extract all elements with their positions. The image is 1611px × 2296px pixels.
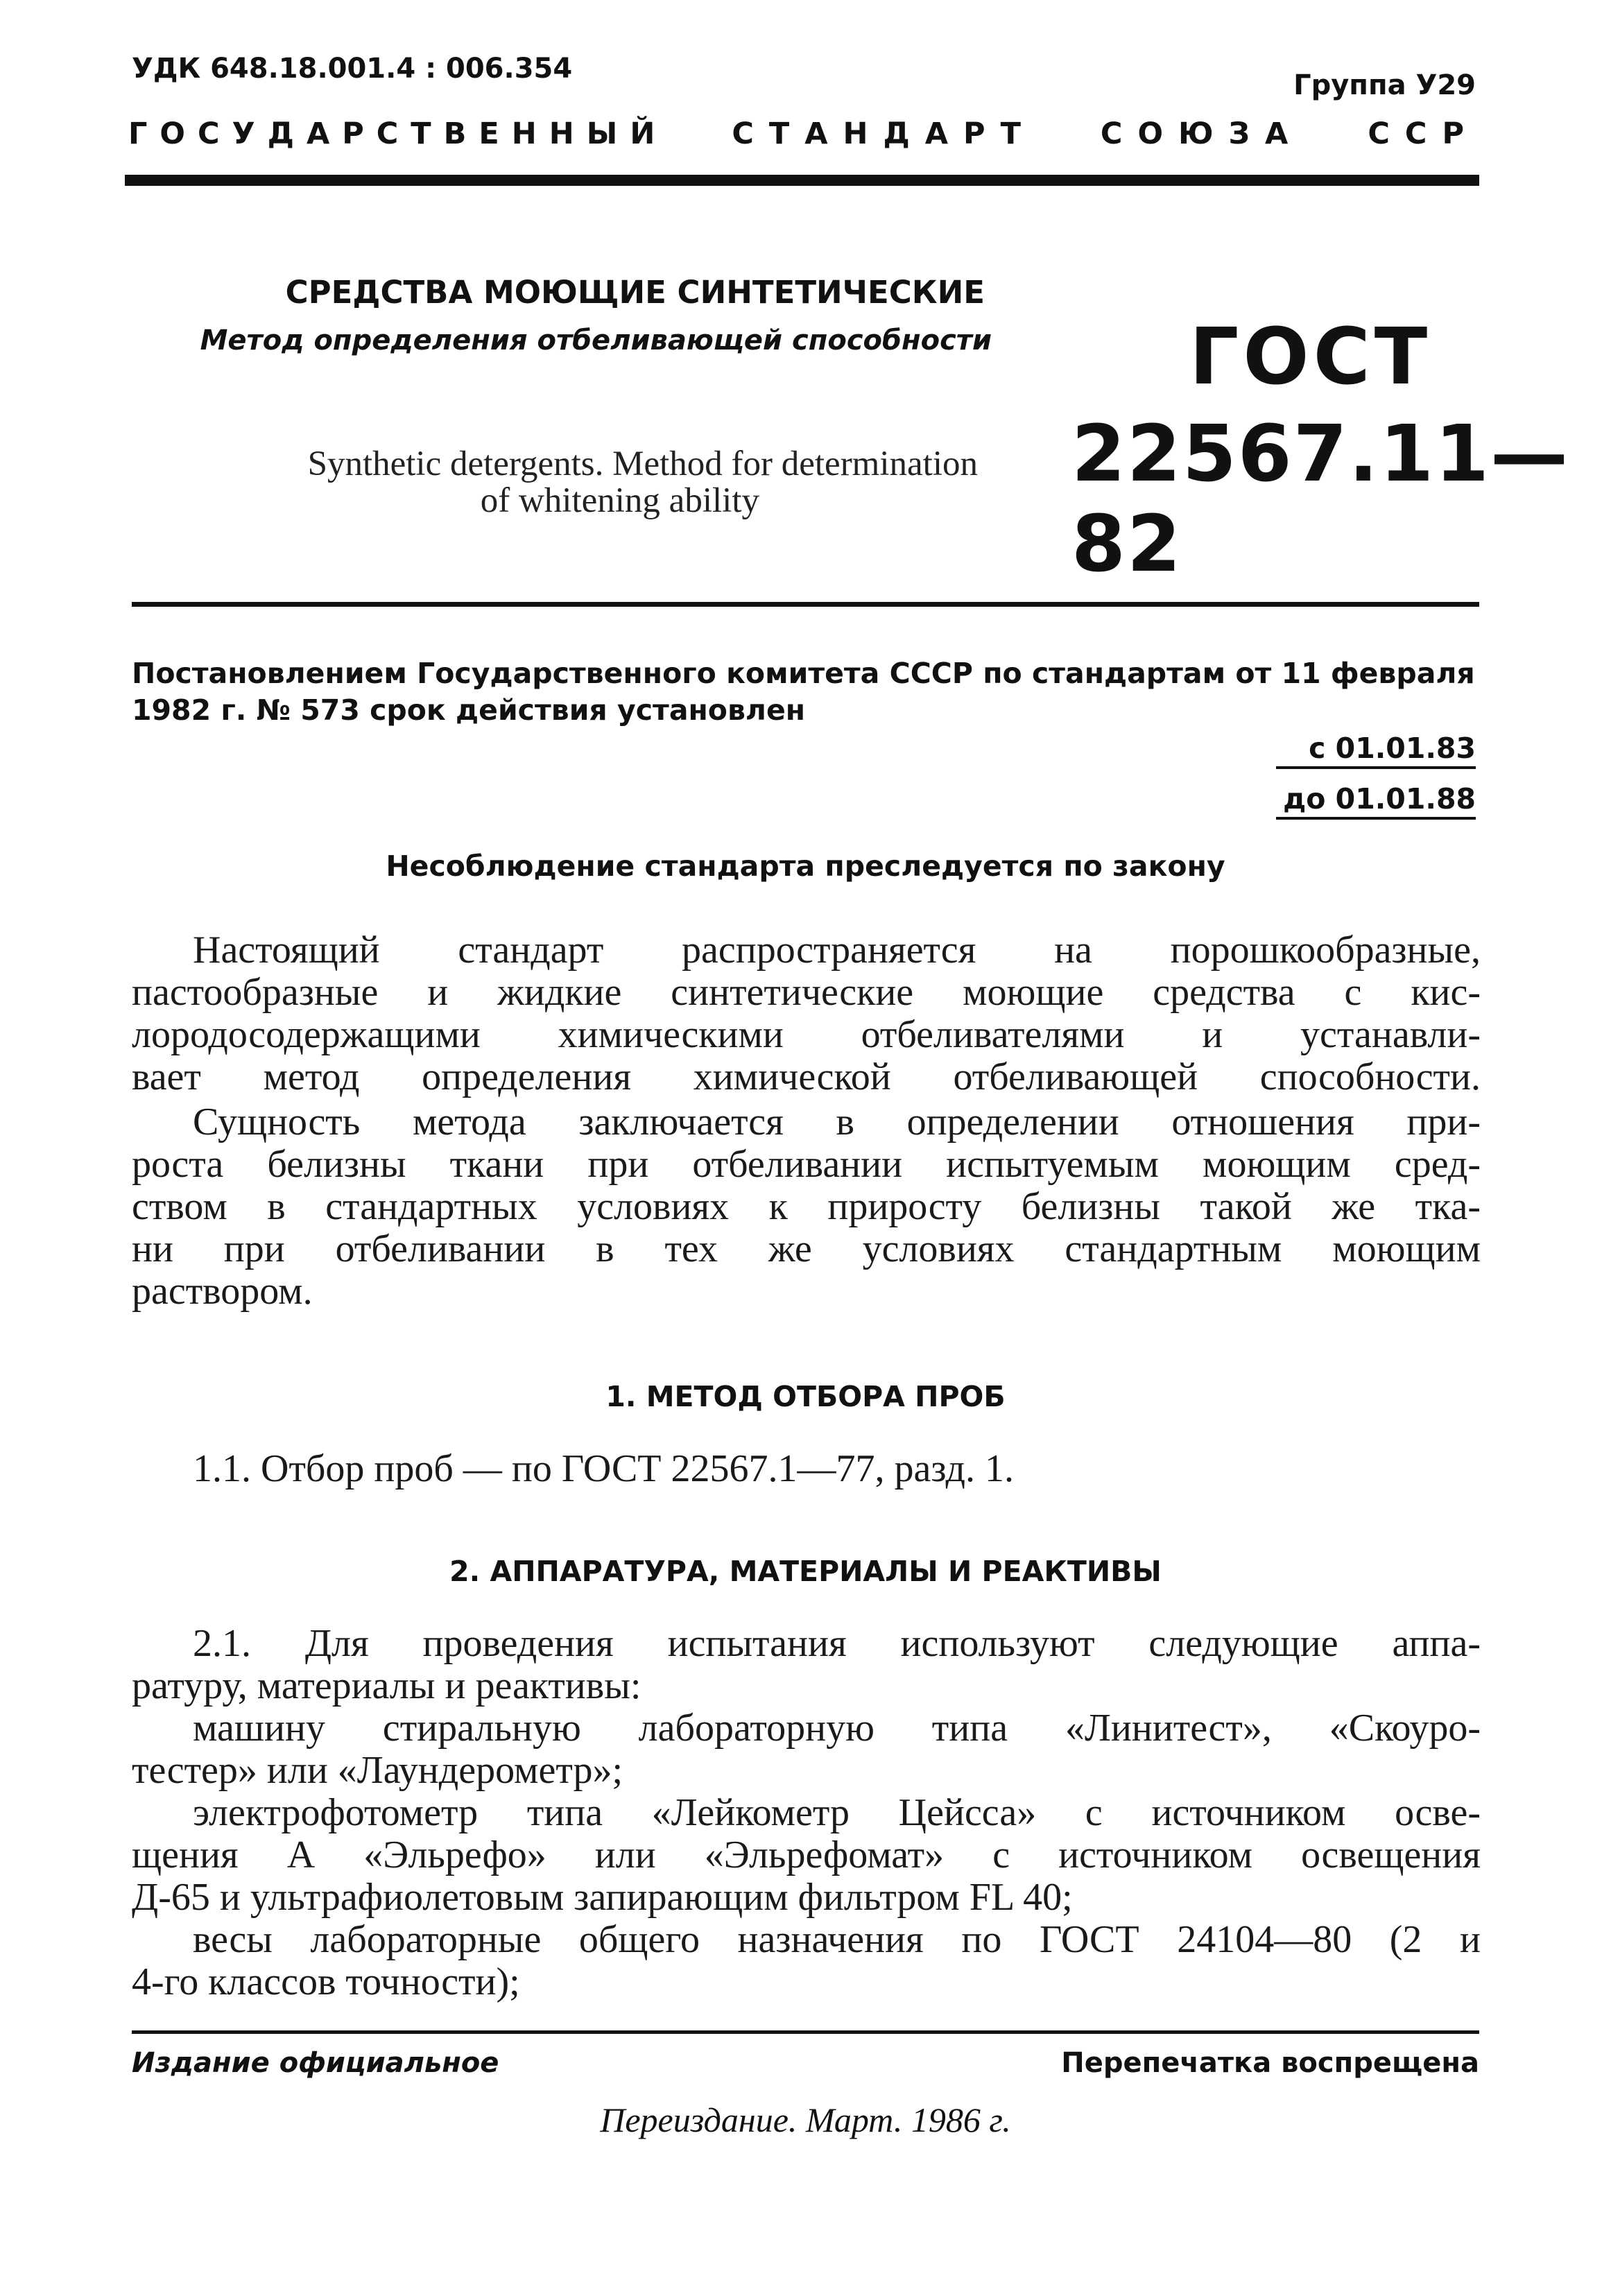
text-line: щения А «Эльрефо» или «Эльрефомат» с источником освещения [132, 1833, 1481, 1876]
edition-official: Издание официальное [132, 2047, 499, 2079]
text-line: весы лабораторные общего назначения по ГОСТ 24104—80 (2 и [193, 1918, 1481, 1961]
gost-number: 22567.11—82 [1071, 409, 1570, 589]
standard-banner [128, 116, 1479, 151]
intro-paragraph-1 [132, 929, 1481, 1098]
text-line: 1.1. Отбор проб — по ГОСТ 22567.1—77, разд. 1. [193, 1447, 1014, 1490]
text-line: 4-го классов точности); [132, 1960, 520, 2003]
text-line: машину стиральную лабораторную типа «Линитест», «Скоуро- [193, 1707, 1481, 1750]
section-2-body [132, 1623, 1481, 2003]
footer-divider [132, 2030, 1479, 2034]
valid-from-underline [1276, 766, 1476, 769]
text-line: ратуру, материалы и реактивы: [132, 1664, 641, 1707]
text-line: Настоящий стандарт распространяется на порошкообразные, [193, 929, 1481, 972]
section-2-heading: 2. АППАРАТУРА, МАТЕРИАЛЫ И РЕАКТИВЫ [449, 1555, 1162, 1588]
valid-from: с 01.01.83 [1309, 732, 1476, 765]
decree-line2: 1982 г. № 573 срок действия установлен [132, 693, 806, 727]
text-line: Сущность метода заключается в определении отношения при- [193, 1100, 1481, 1143]
valid-to-underline [1276, 817, 1476, 820]
group-code: Группа У29 [1293, 69, 1476, 101]
section-1-item [132, 1448, 1481, 1490]
title-en-line1: Synthetic detergents. Method for determination [307, 444, 978, 483]
header-divider [125, 175, 1479, 186]
legal-notice: Несоблюдение стандарта преследуется по закону [386, 849, 1225, 883]
banner-word: ССР [1368, 116, 1479, 151]
section-1-heading: 1. МЕТОД ОТБОРА ПРОБ [605, 1380, 1006, 1413]
text-line: вает метод определения химической отбеливающей способности. [132, 1055, 1481, 1098]
text-line: Д-65 и ультрафиолетовым запирающим фильтром FL 40; [132, 1876, 1073, 1919]
intro-paragraph-2 [132, 1101, 1481, 1313]
title-ru: СРЕДСТВА МОЮЩИЕ СИНТЕТИЧЕСКИЕ [285, 274, 985, 311]
text-line: раствором. [132, 1270, 313, 1313]
reprint-forbidden: Перепечатка воспрещена [1061, 2047, 1479, 2079]
text-line: тестер» или «Лаундерометр»; [132, 1749, 623, 1792]
title-divider [132, 602, 1479, 607]
text-line: электрофотометр типа «Лейкометр Цейсса» с источником осве- [193, 1791, 1481, 1834]
text-line: роста белизны ткани при отбеливании испытуемым моющим сред- [132, 1143, 1481, 1186]
text-line: ни при отбеливании в тех же условиях стандартным моющим [132, 1227, 1481, 1270]
banner-word: СОЮЗА [1100, 116, 1304, 151]
reissue-note: Переиздание. Март. 1986 г. [600, 2100, 1011, 2139]
udk-code: УДК 648.18.001.4 : 006.354 [132, 53, 573, 85]
gost-label: ГОСТ [1189, 312, 1432, 402]
text-line: ством в стандартных условиях к приросту белизны такой же тка- [132, 1185, 1481, 1228]
title-en-line2: of whitening ability [480, 481, 759, 520]
text-line: 2.1. Для проведения испытания используют следующие аппа- [193, 1622, 1481, 1665]
banner-word: ГОСУДАРСТВЕННЫЙ [128, 116, 668, 151]
valid-to: до 01.01.88 [1283, 782, 1476, 815]
decree-line1: Постановлением Государственного комитета СССР по стандартам от 11 февраля [132, 657, 1475, 690]
text-line: лородосодержащими химическими отбеливателями и устанавли- [132, 1013, 1481, 1056]
text-line: пастообразные и жидкие синтетические моющие средства с кис- [132, 971, 1481, 1014]
banner-word: СТАНДАРТ [732, 116, 1036, 151]
subtitle-ru: Метод определения отбеливающей способности [200, 325, 992, 356]
